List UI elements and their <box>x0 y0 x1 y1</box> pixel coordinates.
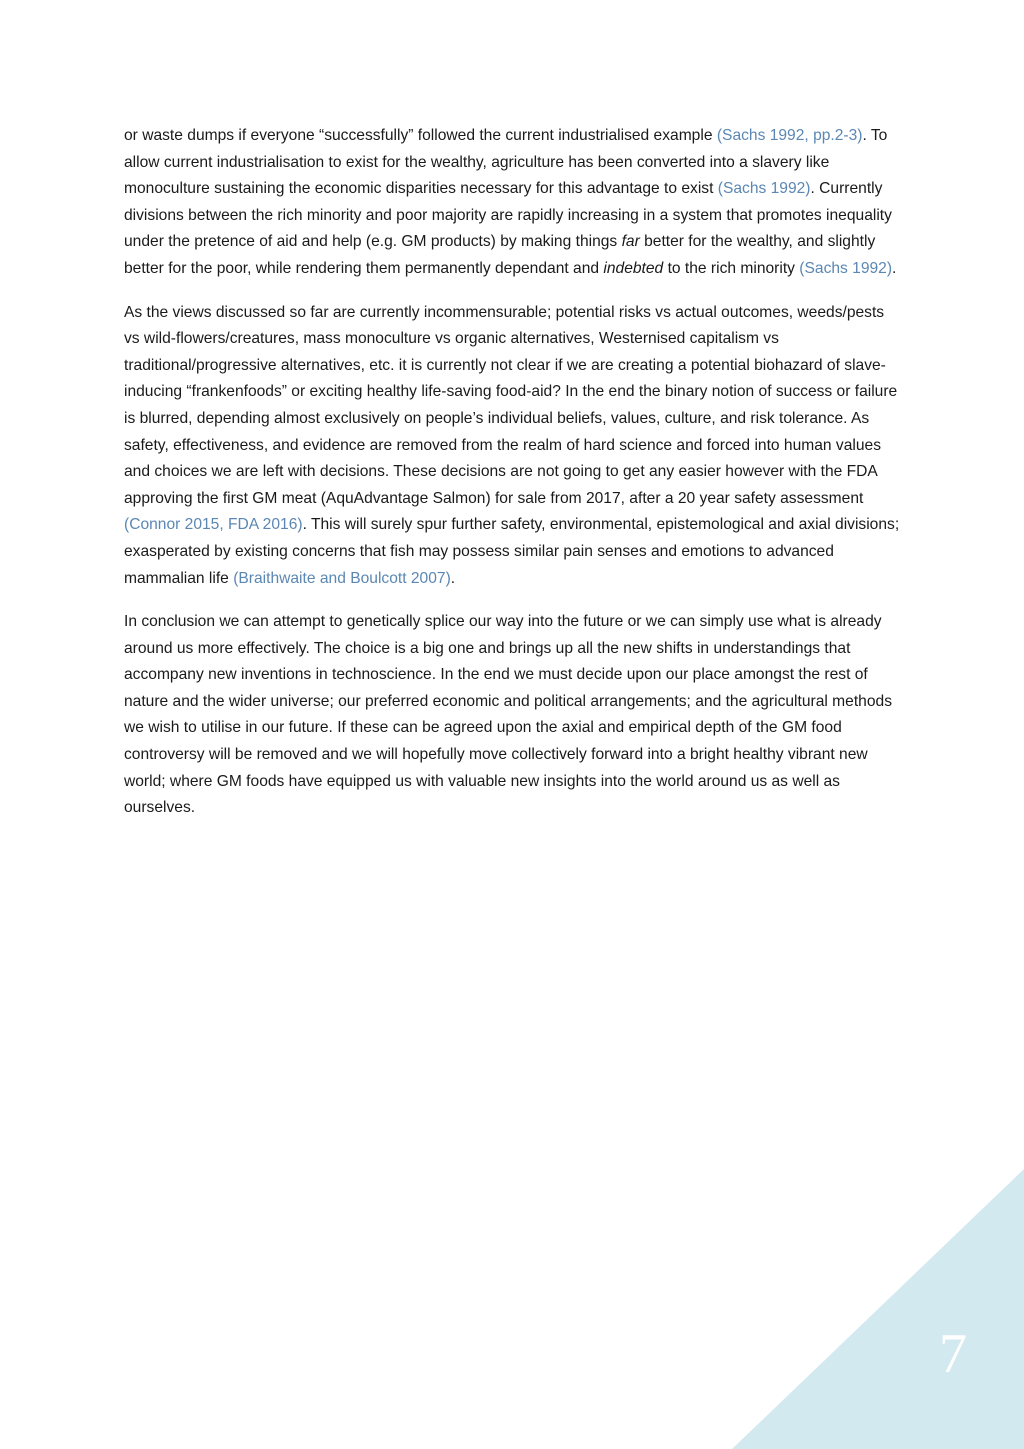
body-text <box>124 123 904 839</box>
citation: (Sachs 1992, pp.2-3) <box>716 127 863 144</box>
paragraph-1: or waste dumps if everyone “successfully” followed the current industrialised example (Sachs 1992, pp.2-3). To allow current industrialisation to exist for the wealthy, agriculture has been converted into a slavery like monoculture sustaining the economic disparities necessary for this advantage to exist (Sachs 1992). Currently divisions between the rich minority and poor majority are rapidly increasing in a system that promotes inequality under the pretence of aid and help (e.g. GM products) by making things far better for the wealthy, and slightly better for the poor, while rendering them permanently dependant and indebted to the rich minority (Sachs 1992). <box>124 127 897 277</box>
citation: (Sachs 1992) <box>717 180 811 198</box>
citation: (Connor 2015, FDA 2016) <box>124 516 303 534</box>
emphasis: indebted <box>603 259 664 277</box>
paragraph-2: As the views discussed so far are currently incommensurable; potential risks vs actual outcomes, weeds/pests vs wild-flowers/creatures, mass monoculture vs organic alternatives, Westernised capitalism vs traditional/progressive alternatives, etc. it is currently not clear if we are creating a potential biohazard of slave-inducing “frankenfoods” or exciting healthy life-saving food-aid? In the end the binary notion of success or failure is blurred, depending almost exclusively on people’s individual beliefs, values, culture, and risk tolerance. As safety, effectiveness, and evidence are removed from the realm of hard science and forced into human values and choices we are left with decisions. These decisions are not going to get any easier however with the FDA approving the first GM meat (AquAdvantage Salmon) for sale from 2017, after a 20 year safety assessment (Connor 2015, FDA 2016). This will surely spur further safety, environmental, epistemological and axial divisions; exasperated by existing concerns that fish may possess similar pain senses and emotions to advanced mammalian life (Braithwaite and Boulcott 2007). <box>124 303 900 587</box>
paragraph-3: In conclusion we can attempt to genetically splice our way into the future or we can simply use what is already around us more effectively. The choice is a big one and brings up all the new shifts in understandings that accompany new inventions in technoscience. In the end we must decide upon our place amongst the rest of nature and the wider universe; our preferred economic and political arrangements; and the agricultural methods we wish to utilise in our future. If these can be agreed upon the axial and empirical depth of the GM food controversy will be removed and we will hopefully move collectively forward into a bright healthy vibrant new world; where GM foods have equipped us with valuable new insights into the world around us as well as ourselves. <box>124 613 892 817</box>
citation: (Sachs 1992) <box>799 259 893 277</box>
page-number: 7 <box>939 1323 967 1385</box>
corner-triangle-shape <box>732 1169 1024 1449</box>
emphasis: far <box>621 233 640 251</box>
corner-triangle-decoration <box>732 1169 1024 1449</box>
citation: (Braithwaite and Boulcott 2007) <box>233 569 451 587</box>
